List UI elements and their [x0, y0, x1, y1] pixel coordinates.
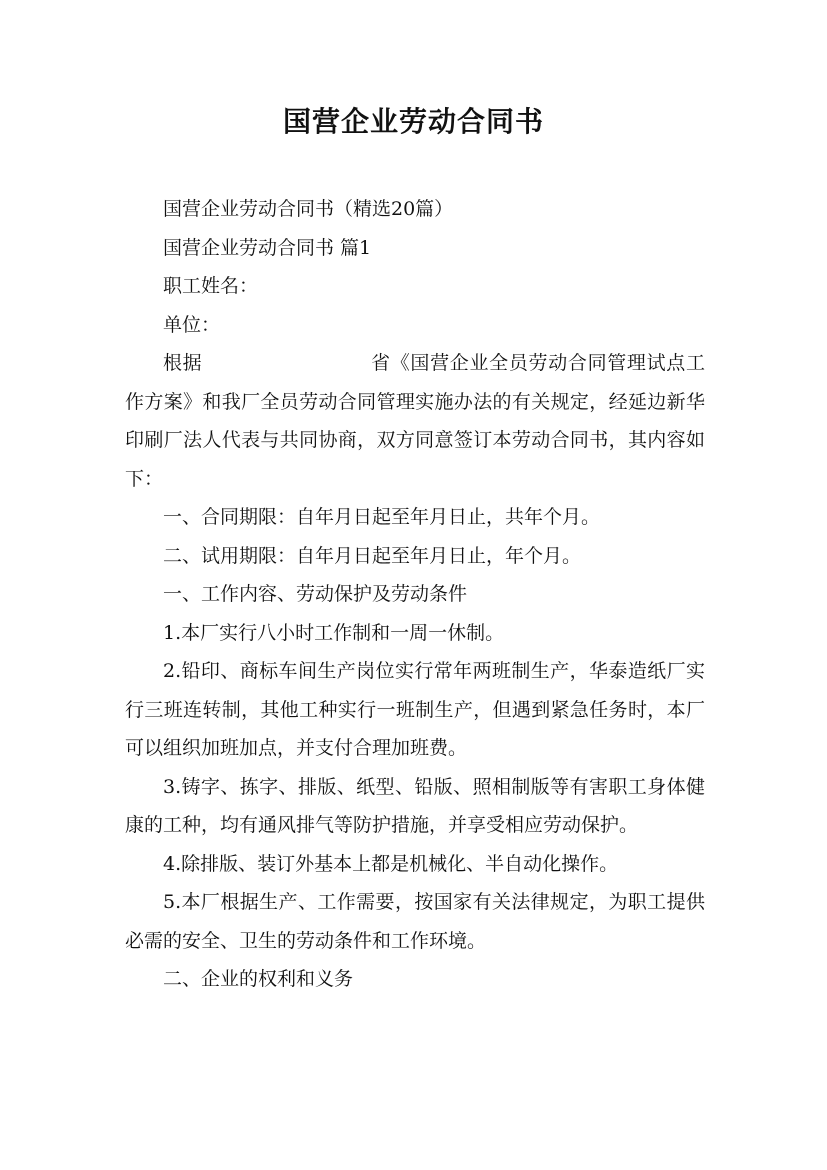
paragraph-work-heading: 一、工作内容、劳动保护及劳动条件: [163, 583, 468, 605]
paragraph-unit: 单位：: [163, 313, 221, 336]
paragraph-section-heading: 国营企业劳动合同书 篇1: [163, 236, 372, 259]
basis-lead: 根据: [163, 352, 203, 374]
paragraph-item-2: 2.铅印、商标车间生产岗位实行常年两班制生产，华泰造纸厂实行三班连转制，其他工种实行一班制生产，但遇到紧急任务时，本厂可以组织加班加点，并支付合理加班费。: [125, 660, 705, 759]
paragraph-basis: [125, 344, 705, 498]
paragraph-rights-heading: 二、企业的权利和义务: [163, 968, 354, 990]
basis-rest: 省《国营企业全员劳动合同管理试点工作方案》和我厂全员劳动合同管理实施办法的有关规定，经延边新华印刷厂法人代表与共同协商，双方同意签订本劳动合同书，其内容如下：: [125, 352, 705, 490]
paragraph-item-5: 5.本厂根据生产、工作需要，按国家有关法律规定，为职工提供必需的安全、卫生的劳动条件和工作环境。: [125, 891, 705, 952]
document-body: [125, 190, 705, 999]
paragraph-subtitle: 国营企业劳动合同书（精选20篇）: [163, 198, 454, 220]
paragraph-contract-term: 一、合同期限：自年月日起至年月日止，共年个月。: [163, 506, 601, 528]
document-title: 国营企业劳动合同书: [282, 105, 544, 138]
paragraph-item-3: 3.铸字、拣字、排版、纸型、铅版、照相制版等有害职工身体健康的工种，均有通风排气等防护措施，并享受相应劳动保护。: [125, 775, 705, 836]
paragraph-probation-term: 二、试用期限：自年月日起至年月日止，年个月。: [163, 544, 582, 567]
paragraph-item-4: 4.除排版、装订外基本上都是机械化、半自动化操作。: [163, 852, 619, 875]
paragraph-item-1: 1.本厂实行八小时工作制和一周一休制。: [163, 621, 505, 644]
paragraph-employee-name: 职工姓名：: [163, 275, 259, 297]
